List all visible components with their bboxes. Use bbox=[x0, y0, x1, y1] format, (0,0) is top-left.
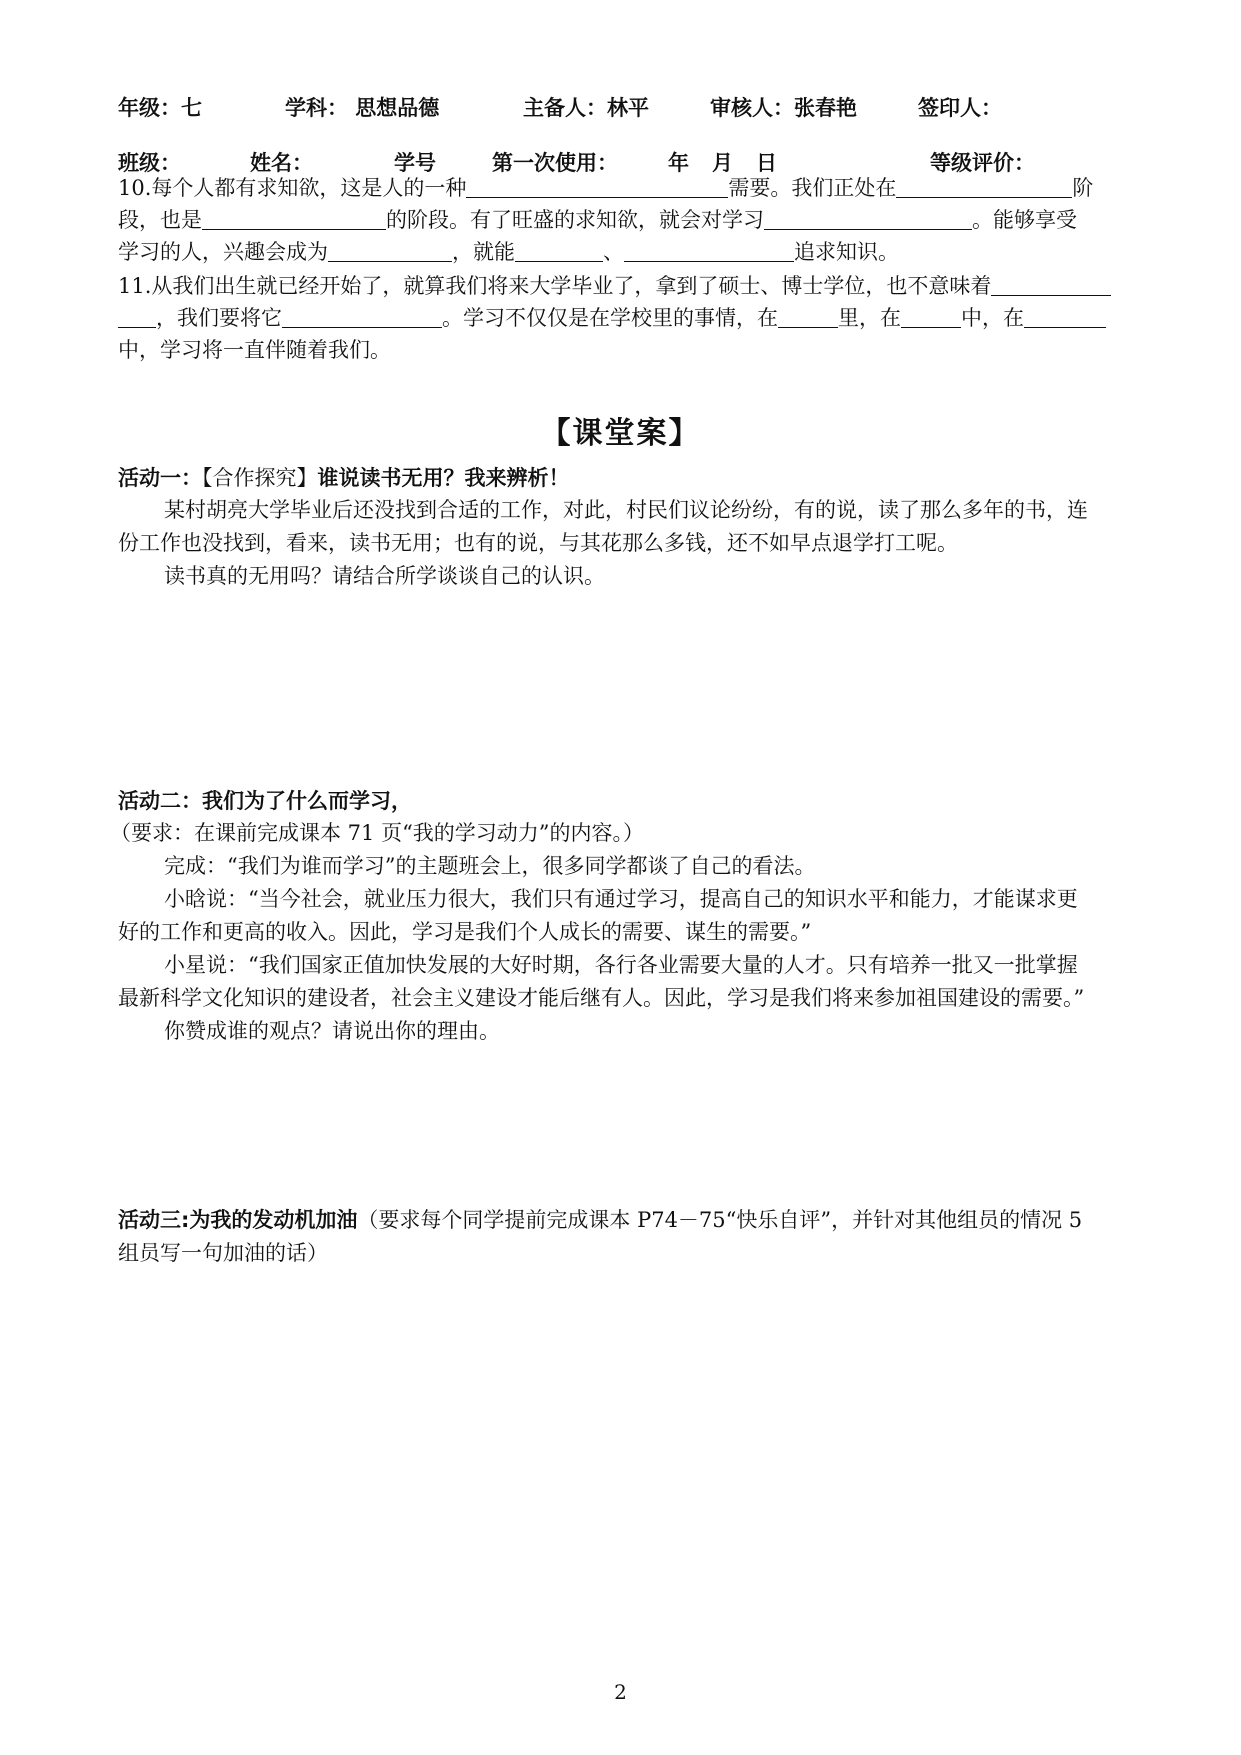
activity-2-heading: 活动二：我们为了什么而学习， bbox=[118, 789, 412, 813]
blank[interactable] bbox=[624, 243, 794, 262]
activity-2-intro: 完成：“我们为谁而学习”的主题班会上，很多同学都谈了自己的看法。 bbox=[164, 854, 816, 878]
question-11-line-3: 中，学习将一直伴随着我们。 bbox=[118, 338, 391, 362]
activity-1-paragraph-1: 某村胡亮大学毕业后还没找到合适的工作，对此，村民们议论纷纷，有的说，读了那么多年的书，连 bbox=[164, 498, 1088, 522]
grade-eval-label: 等级评价： bbox=[930, 151, 1035, 175]
first-use-label: 第一次使用： bbox=[492, 151, 618, 175]
activity-3-heading: 活动三:为我的发动机加油（要求每个同学提前完成课本 P74－75“快乐自评”，并针对其他组员的情况 5 bbox=[118, 1208, 1083, 1232]
section-title: 【课堂案】 bbox=[540, 416, 701, 451]
preparer-label: 主备人：林平 bbox=[523, 96, 649, 120]
blank[interactable] bbox=[202, 211, 386, 230]
activity-1-paragraph-1-cont: 份工作也没找到，看来，读书无用；也有的说，与其花那么多钱，还不如早点退学打工呢。 bbox=[118, 531, 958, 555]
blank[interactable] bbox=[328, 243, 452, 262]
name-label: 姓名： bbox=[250, 151, 313, 175]
activity-2-xiaohan-1: 小晗说：“当今社会，就业压力很大，我们只有通过学习，提高自己的知识水平和能力，才能谋求更 bbox=[164, 887, 1078, 911]
activity-2-requirement: （要求：在课前完成课本 71 页“我的学习动力”的内容。） bbox=[110, 821, 645, 845]
question-10-line-2: 段，也是 的阶段。有了旺盛的求知欲，就会对学习 。能够享受 bbox=[118, 208, 1077, 232]
student-id-label: 学号 bbox=[394, 151, 436, 175]
activity-2-xiaohan-2: 好的工作和更高的收入。因此，学习是我们个人成长的需要、谋生的需要。” bbox=[118, 920, 812, 944]
blank[interactable] bbox=[282, 309, 442, 328]
activity-2-xiaoxing-2: 最新科学文化知识的建设者，社会主义建设才能后继有人。因此，学习是我们将来参加祖国建设的需要。” bbox=[118, 986, 1085, 1010]
question-11-line-1: 11.从我们出生就已经开始了，就算我们将来大学毕业了，拿到了硕士、博士学位，也不意味着 bbox=[118, 276, 1111, 297]
blank[interactable] bbox=[118, 309, 156, 328]
blank[interactable] bbox=[896, 179, 1072, 198]
subject-label: 学科： 思想品德 bbox=[285, 96, 440, 120]
question-10-line-1: 10.每个人都有求知欲，这是人的一种 需要。我们正处在 阶 bbox=[118, 176, 1094, 200]
question-10-line-3: 学习的人，兴趣会成为 ，就能 、 追求知识。 bbox=[118, 240, 899, 264]
blank[interactable] bbox=[991, 277, 1111, 296]
month-label: 月 bbox=[712, 151, 733, 175]
activity-1-question: 读书真的无用吗？请结合所学谈谈自己的认识。 bbox=[164, 564, 605, 588]
activity-3-text-cont: 组员写一句加油的话） bbox=[118, 1241, 328, 1265]
class-label: 班级： bbox=[118, 151, 181, 175]
grade-label: 年级：七 bbox=[118, 96, 202, 120]
signer-label: 签印人： bbox=[918, 96, 1002, 120]
blank[interactable] bbox=[1024, 309, 1106, 328]
blank[interactable] bbox=[515, 243, 603, 262]
activity-2-xiaoxing-1: 小星说：“我们国家正值加快发展的大好时期，各行各业需要大量的人才。只有培养一批又一批掌握 bbox=[164, 953, 1078, 977]
question-11-line-2: ，我们要将它 。学习不仅仅是在学校里的事情，在 里，在 中，在 bbox=[118, 308, 1106, 329]
page-number: 2 bbox=[614, 1680, 627, 1704]
blank[interactable] bbox=[764, 211, 972, 230]
blank[interactable] bbox=[778, 309, 838, 328]
blank[interactable] bbox=[466, 179, 728, 198]
activity-1-heading: 活动一：【合作探究】谁说读书无用？我来辨析！ bbox=[118, 466, 570, 490]
activity-2-question: 你赞成谁的观点？请说出你的理由。 bbox=[164, 1019, 500, 1043]
year-label: 年 bbox=[668, 151, 689, 175]
blank[interactable] bbox=[901, 309, 961, 328]
reviewer-label: 审核人：张春艳 bbox=[710, 96, 857, 120]
day-label: 日 bbox=[756, 151, 777, 175]
